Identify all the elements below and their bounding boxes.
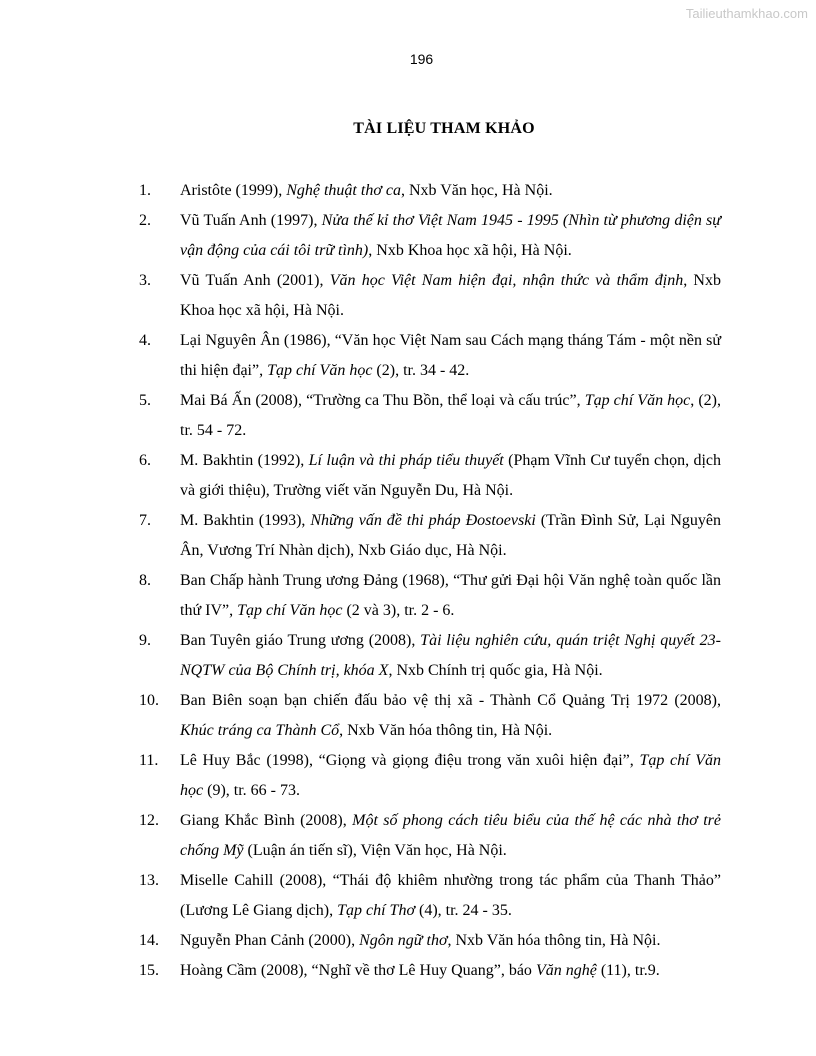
reference-segment: (2), tr. 34 - 42. (372, 362, 470, 379)
reference-segment: Lê Huy Bắc (1998), “Giọng và giọng điệu trong văn xuôi hiện đại”, (180, 752, 640, 769)
reference-number: 14. (139, 932, 159, 949)
reference-segment: Ban Tuyên giáo Trung ương (2008), (180, 632, 421, 649)
reference-segment: , Nxb Văn học, Hà Nội. (400, 182, 553, 199)
reference-text (180, 272, 721, 319)
reference-segment: M. Bakhtin (1993), (180, 512, 311, 529)
reference-title: Tạp chí Văn học (237, 602, 343, 619)
reference-title: Những vấn đề thi pháp Đostoevski (310, 512, 536, 529)
reference-text (180, 962, 660, 979)
reference-number: 7. (139, 512, 151, 529)
reference-title: Văn học Việt Nam hiện đại, nhận thức và thẩm định (329, 272, 684, 289)
reference-number: 6. (139, 452, 151, 469)
reference-text (180, 182, 553, 199)
reference-title: Khúc tráng ca Thành Cổ (180, 722, 340, 739)
reference-title: Tạp chí Văn học (180, 752, 722, 799)
reference-segment: (Trần Đình Sử, Lại Nguyên Ân, Vương Trí Nhàn dịch), Nxb Giáo dục, Hà Nội. (180, 512, 722, 559)
reference-item (139, 266, 721, 326)
reference-segment: (2 và 3), tr. 2 - 6. (342, 602, 455, 619)
reference-segment: , Nxb Văn hóa thông tin, Hà Nội. (339, 722, 553, 739)
reference-number: 2. (139, 212, 151, 229)
reference-segment: , Nxb Khoa học xã hội, Hà Nội. (368, 242, 572, 259)
reference-item (139, 506, 721, 566)
reference-segment: Nguyễn Phan Cảnh (2000), (180, 932, 360, 949)
reference-text (180, 452, 721, 499)
reference-number: 8. (139, 572, 151, 589)
reference-number: 12. (139, 812, 159, 829)
reference-segment: Ban Chấp hành Trung ương Đảng (1968), “Thư gửi Đại hội Văn nghệ toàn quốc lần thứ IV”, (180, 572, 721, 619)
reference-item (139, 326, 721, 386)
reference-text (180, 212, 721, 259)
page-number: 196 (409, 51, 434, 67)
reference-segment: (4), tr. 24 - 35. (414, 902, 512, 919)
reference-text (180, 632, 721, 679)
reference-segment: (9), tr. 66 - 73. (203, 782, 300, 799)
reference-title: Nghệ thuật thơ ca (286, 182, 401, 199)
reference-item (139, 206, 721, 266)
reference-number: 5. (139, 392, 151, 409)
reference-segment: Ban Biên soạn bạn chiến đấu bảo vệ thị xã - Thành Cổ Quảng Trị 1972 (2008), (180, 692, 721, 709)
reference-segment: (11), tr.9. (596, 962, 660, 979)
reference-text (180, 392, 721, 439)
reference-number: 9. (139, 632, 151, 649)
reference-number: 1. (139, 182, 151, 199)
watermark: Tailieuthamkhao.com (685, 6, 808, 21)
reference-segment: , (2), tr. 54 - 72. (180, 392, 721, 439)
reference-segment: Miselle Cahill (2008), “Thái độ khiêm nhường trong tác phẩm của Thanh Thảo” (Lương Lê Giang dịch), (180, 872, 721, 919)
reference-title: Tài liệu nghiên cứu, quán triệt Nghị quyết 23-NQTW của Bộ Chính trị, khóa X (180, 632, 722, 679)
reference-item (139, 956, 721, 986)
reference-text (180, 572, 721, 619)
reference-number: 3. (139, 272, 151, 289)
reference-item (139, 866, 721, 926)
reference-item (139, 806, 721, 866)
reference-segment: Vũ Tuấn Anh (1997), (180, 212, 322, 229)
reference-segment: (Phạm Vĩnh Cư tuyển chọn, dịch và giới thiệu), Trường viết văn Nguyễn Du, Hà Nội. (180, 452, 721, 499)
reference-segment: Mai Bá Ấn (2008), “Trường ca Thu Bồn, thể loại và cấu trúc”, (180, 392, 585, 409)
reference-title: Lí luận và thi pháp tiểu thuyết (308, 452, 504, 469)
reference-number: 15. (139, 962, 159, 979)
reference-text (180, 692, 721, 739)
reference-text (180, 332, 721, 379)
reference-segment: Hoàng Cầm (2008), “Nghĩ về thơ Lê Huy Quang”, báo (180, 962, 536, 979)
reference-title: Tạp chí Thơ (337, 902, 415, 919)
reference-item (139, 626, 721, 686)
reference-segment: (Luận án tiến sĩ), Viện Văn học, Hà Nội. (243, 842, 507, 859)
reference-item (139, 746, 721, 806)
reference-text (180, 512, 721, 559)
reference-list (139, 176, 721, 986)
reference-text (180, 752, 721, 799)
reference-item (139, 386, 721, 446)
reference-number: 4. (139, 332, 151, 349)
reference-item (139, 926, 721, 956)
reference-segment: , Nxb Khoa học xã hội, Hà Nội. (180, 272, 721, 319)
reference-segment: , Nxb Văn hóa thông tin, Hà Nội. (447, 932, 661, 949)
page-title: TÀI LIỆU THAM KHẢO (353, 120, 535, 137)
reference-title: Một số phong cách tiêu biểu của thế hệ các nhà thơ trẻ chống Mỹ (180, 812, 721, 859)
reference-segment: , Nxb Chính trị quốc gia, Hà Nội. (388, 662, 603, 679)
reference-title: Ngôn ngữ thơ (359, 932, 448, 949)
reference-text (180, 812, 721, 859)
reference-title: Tạp chí Văn học (584, 392, 691, 409)
reference-item (139, 446, 721, 506)
reference-text (180, 932, 661, 949)
reference-segment: Giang Khắc Bình (2008), (180, 812, 353, 829)
reference-text (180, 872, 721, 919)
reference-item (139, 566, 721, 626)
reference-segment: Aristôte (1999), (180, 182, 287, 199)
reference-title: Văn nghệ (535, 962, 597, 979)
reference-segment: M. Bakhtin (1992), (180, 452, 309, 469)
reference-item (139, 176, 721, 206)
reference-number: 10. (139, 692, 159, 709)
reference-number: 11. (139, 752, 159, 769)
reference-title: Tạp chí Văn học (267, 362, 373, 379)
reference-title: Nửa thế kỉ thơ Việt Nam 1945 - 1995 (Nhìn từ phương diện sự vận động của cái tôi trữ tình) (180, 212, 721, 259)
reference-segment: Lại Nguyên Ân (1986), “Văn học Việt Nam sau Cách mạng tháng Tám - một nền sử thi hiện đại”, (180, 332, 721, 379)
reference-number: 13. (139, 872, 159, 889)
reference-item (139, 686, 721, 746)
reference-segment: Vũ Tuấn Anh (2001), (180, 272, 330, 289)
